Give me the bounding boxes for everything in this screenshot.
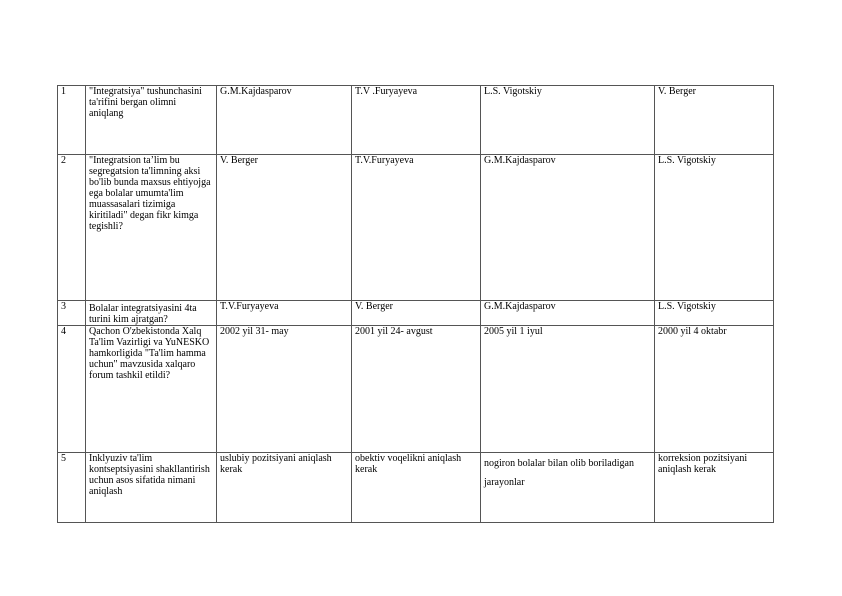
option-d: L.S. Vigotskiy	[655, 155, 774, 301]
question-text: Bolalar integratsiyasini 4ta turini kim ajratgan?	[86, 301, 217, 326]
option-b: 2001 yil 24- avgust	[352, 326, 481, 453]
option-b: T.V .Furyayeva	[352, 86, 481, 155]
option-c: L.S. Vigotskiy	[481, 86, 655, 155]
questions-table	[57, 85, 774, 523]
option-c: 2005 yil 1 iyul	[481, 326, 655, 453]
option-c: nogiron bolalar bilan olib boriladigan jarayonlar	[481, 453, 655, 523]
option-b: V. Berger	[352, 301, 481, 326]
option-d: L.S. Vigotskiy	[655, 301, 774, 326]
table-row	[58, 326, 774, 453]
table-row	[58, 301, 774, 326]
option-d: korreksion pozitsiyani aniqlash kerak	[655, 453, 774, 523]
row-number: 1	[58, 86, 86, 155]
question-text: Qachon O'zbekistonda Xalq Ta'lim Vazirligi va YuNESKO hamkorligida "Ta'lim hamma uchun" mavzusida xalqaro forum tashkil etildi?	[86, 326, 217, 453]
question-text: "Integratsiya" tushunchasini ta'rifini bergan olimni aniqlang	[86, 86, 217, 155]
option-a: uslubiy pozitsiyani aniqlash kerak	[217, 453, 352, 523]
question-text: Inklyuziv ta'lim kontseptsiyasini shakllantirish uchun asos sifatida nimani aniqlash	[86, 453, 217, 523]
option-b: T.V.Furyayeva	[352, 155, 481, 301]
row-number: 3	[58, 301, 86, 326]
option-b: obektiv voqelikni aniqlash kerak	[352, 453, 481, 523]
option-c: G.M.Kajdasparov	[481, 155, 655, 301]
option-a: 2002 yil 31- may	[217, 326, 352, 453]
option-d: V. Berger	[655, 86, 774, 155]
option-a: G.M.Kajdasparov	[217, 86, 352, 155]
table-row	[58, 453, 774, 523]
row-number: 4	[58, 326, 86, 453]
row-number: 2	[58, 155, 86, 301]
option-c: G.M.Kajdasparov	[481, 301, 655, 326]
row-number: 5	[58, 453, 86, 523]
option-a: T.V.Furyayeva	[217, 301, 352, 326]
question-text: "Integratsion ta’lim bu segregatsion ta'limning aksi bo'lib bunda maxsus ehtiyojga ega bolalar umumta'lim muassasalari tizimiga kiritiladi" degan fikr kimga tegishli?	[86, 155, 217, 301]
option-a: V. Berger	[217, 155, 352, 301]
table-row	[58, 86, 774, 155]
option-d: 2000 yil 4 oktabr	[655, 326, 774, 453]
table-row	[58, 155, 774, 301]
